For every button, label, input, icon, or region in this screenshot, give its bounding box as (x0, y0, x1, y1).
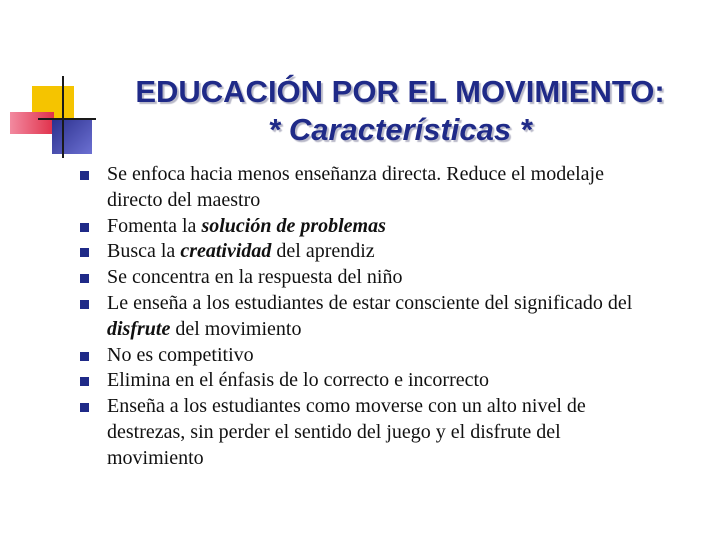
blue-square (52, 118, 92, 154)
list-item: No es competitivo (78, 343, 658, 369)
list-item: Elimina en el énfasis de lo correcto e incorrecto (78, 368, 658, 394)
square-bullet-icon (80, 352, 89, 361)
list-item: Se concentra en la respuesta del niño (78, 265, 658, 291)
square-bullet-icon (80, 248, 89, 257)
emphasis-text: creatividad (180, 240, 272, 263)
square-bullet-icon (80, 377, 89, 386)
title-line-1: EDUCACIÓN POR EL MOVIMIENTO: (135, 73, 665, 109)
bullet-list (78, 162, 658, 472)
vertical-line (62, 76, 64, 158)
square-bullet-icon (80, 171, 89, 180)
list-item: Se enfoca hacia menos enseñanza directa. Reduce el modelaje directo del maestro (78, 162, 658, 214)
list-item: Enseña a los estudiantes como moverse con un alto nivel de destrezas, sin perder el sentido del juego y el disfrute del movimiento (78, 394, 658, 471)
slide-title (100, 73, 700, 149)
emphasis-text: solución de problemas (201, 214, 386, 237)
emphasis-text: disfrute (107, 317, 171, 340)
title-line-2: * Características * (268, 111, 532, 147)
list-item: Fomenta la solución de problemas (78, 214, 658, 240)
horizontal-line (38, 118, 96, 120)
square-bullet-icon (80, 403, 89, 412)
list-item: Busca la creatividad del aprendiz (78, 239, 658, 265)
square-bullet-icon (80, 300, 89, 309)
red-bar (10, 112, 54, 134)
square-bullet-icon (80, 274, 89, 283)
list-item: Le enseña a los estudiantes de estar consciente del significado del disfrute del movimiento (78, 291, 658, 343)
square-bullet-icon (80, 223, 89, 232)
